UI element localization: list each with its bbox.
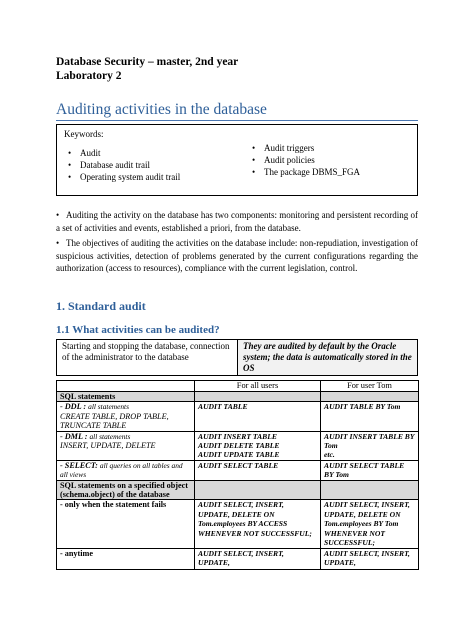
table-cell: AUDIT TABLE BY Tom bbox=[321, 402, 419, 431]
keywords-left-list bbox=[63, 147, 180, 183]
table-cell: They are audited by default by the Oracle system; the data is automatically stored in the OS bbox=[238, 340, 418, 376]
table-row bbox=[57, 548, 419, 569]
keyword-item: • The package DBMS_FGA bbox=[247, 166, 360, 178]
default-audit-table bbox=[56, 339, 418, 376]
audit-statements-table bbox=[56, 380, 419, 570]
table-cell: - DDL : all statements CREATE TABLE, DROP TABLE, TRUNCATE TABLE bbox=[57, 402, 195, 431]
table-row bbox=[57, 402, 419, 431]
table-cell bbox=[195, 392, 321, 402]
table-cell: AUDIT SELECT TABLE BY Tom bbox=[321, 460, 419, 480]
table-header-row bbox=[57, 381, 419, 392]
section-label: SQL statements bbox=[57, 392, 195, 402]
table-row bbox=[57, 480, 419, 500]
keyword-item: • Audit bbox=[63, 147, 180, 159]
table-cell: - SELECT: all queries on all tables and all views bbox=[57, 460, 195, 480]
table-cell: AUDIT INSERT TABLE BY Tom etc. bbox=[321, 431, 419, 460]
table-row bbox=[57, 340, 418, 376]
lab-header: Laboratory 2 bbox=[56, 70, 122, 82]
table-cell: AUDIT TABLE bbox=[195, 402, 321, 431]
keyword-item: • Operating system audit trail bbox=[63, 171, 180, 183]
page-title: Auditing activities in the database bbox=[56, 101, 267, 118]
keywords-box bbox=[56, 124, 418, 196]
table-cell: AUDIT SELECT, INSERT, UPDATE, bbox=[321, 548, 419, 569]
section-label: SQL statements on a specified object (schema.object) of the database bbox=[57, 480, 195, 500]
table-row bbox=[57, 431, 419, 460]
course-header: Database Security – master, 2nd year bbox=[56, 56, 239, 68]
table-cell: - DML : all statements INSERT, UPDATE, DELETE bbox=[57, 431, 195, 460]
table-cell: AUDIT INSERT TABLE AUDIT DELETE TABLE AUDIT UPDATE TABLE bbox=[195, 431, 321, 460]
table-row bbox=[57, 500, 419, 548]
table-cell: AUDIT SELECT, INSERT, UPDATE, bbox=[195, 548, 321, 569]
table-cell bbox=[321, 392, 419, 402]
paragraph-2: • The objectives of auditing the activities on the database include: non-repudiation, investigation of suspicious activities, detection of problems generated by the current configurations regarding the authorization (access to resources), compliance with the current legislation, control. bbox=[56, 238, 418, 274]
keywords-label: Keywords: bbox=[64, 129, 104, 139]
table-header-cell: For user Tom bbox=[321, 381, 419, 392]
table-header-cell: For all users bbox=[195, 381, 321, 392]
table-cell bbox=[321, 480, 419, 500]
table-cell: - anytime bbox=[57, 548, 195, 569]
title-underline bbox=[56, 120, 418, 121]
table-cell: AUDIT SELECT, INSERT, UPDATE, DELETE ON Tom.employees BY Tom WHENEVER NOT SUCCESSFUL; bbox=[321, 500, 419, 548]
paragraph-1: • Auditing the activity on the database has two components: monitoring and persistent recording of a set of activities and events, established a priori, from the database. bbox=[56, 210, 418, 233]
keyword-item: • Audit policies bbox=[247, 154, 360, 166]
keyword-item: • Database audit trail bbox=[63, 159, 180, 171]
table-row bbox=[57, 392, 419, 402]
table-cell bbox=[195, 480, 321, 500]
table-cell: Starting and stopping the database, connection of the administrator to the database bbox=[57, 340, 238, 376]
subsection-heading: 1.1 What activities can be audited? bbox=[56, 324, 220, 336]
section-heading-standard-audit: 1. Standard audit bbox=[56, 299, 146, 313]
table-cell: AUDIT SELECT, INSERT, UPDATE, DELETE ON Tom.employees BY ACCESS WHENEVER NOT SUCCESSFUL; bbox=[195, 500, 321, 548]
table-cell: - only when the statement fails bbox=[57, 500, 195, 548]
keyword-item: • Audit triggers bbox=[247, 142, 360, 154]
table-row bbox=[57, 460, 419, 480]
table-header-cell bbox=[57, 381, 195, 392]
keywords-right-list bbox=[247, 142, 360, 178]
table-cell: AUDIT SELECT TABLE bbox=[195, 460, 321, 480]
